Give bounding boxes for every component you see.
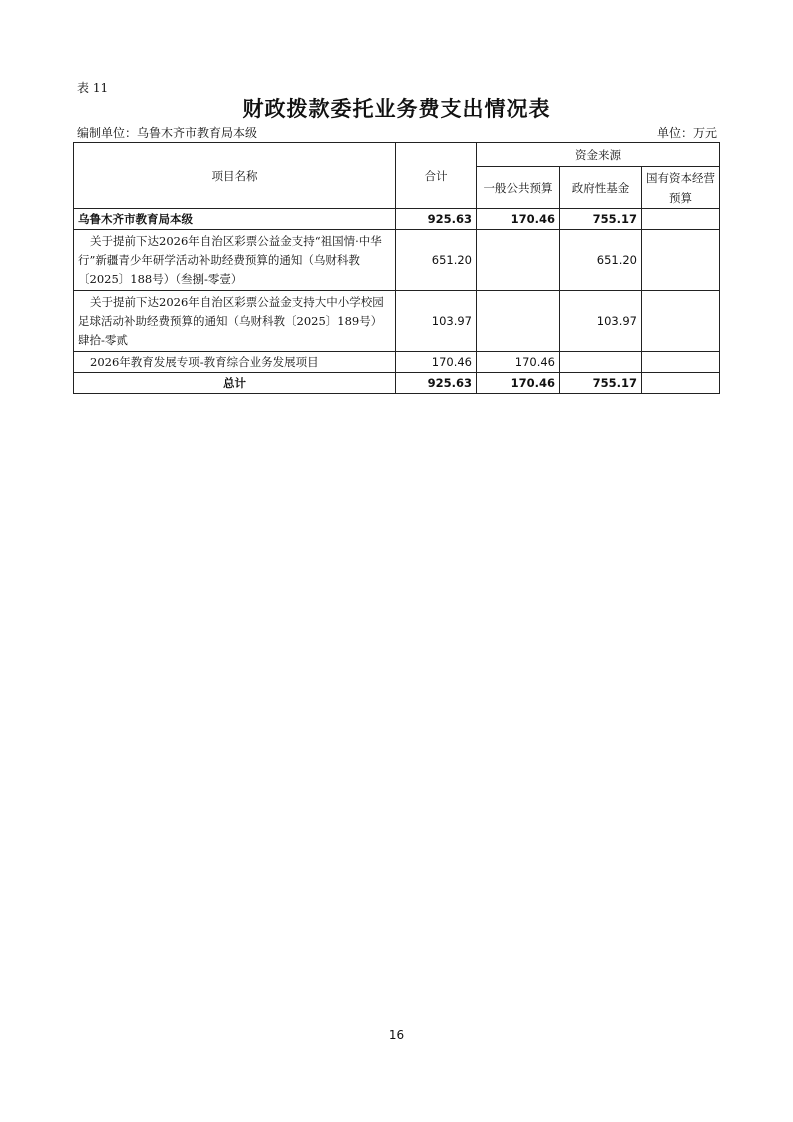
row-state-capital <box>642 291 720 352</box>
row-name: 关于提前下达2026年自治区彩票公益金支持“祖国情·中华行”新疆青少年研学活动补助经费预算的通知（乌财科教〔2025〕188号）（叁捌-零壹） <box>74 230 396 291</box>
row-general <box>477 230 560 291</box>
total-row <box>74 373 720 394</box>
row-total: 103.97 <box>396 291 477 352</box>
row-gov-fund: 651.20 <box>560 230 642 291</box>
table-row <box>74 209 720 230</box>
table-number: 表 11 <box>77 81 109 95</box>
table-row <box>74 230 720 291</box>
table-row <box>74 352 720 373</box>
header-gov-fund: 政府性基金 <box>560 167 642 209</box>
row-general <box>477 291 560 352</box>
row-total: 170.46 <box>396 352 477 373</box>
total-label: 总计 <box>74 373 396 394</box>
row-state-capital <box>642 230 720 291</box>
row-general: 170.46 <box>477 209 560 230</box>
row-state-capital <box>642 352 720 373</box>
total-general: 170.46 <box>477 373 560 394</box>
row-state-capital <box>642 209 720 230</box>
table-row <box>74 291 720 352</box>
row-name: 关于提前下达2026年自治区彩票公益金支持大中小学校园足球活动补助经费预算的通知（乌财科教〔2025〕189号）肆拾-零贰 <box>74 291 396 352</box>
currency-unit: 单位：万元 <box>656 126 717 140</box>
header-fund-source: 资金来源 <box>477 143 720 167</box>
expenditure-table <box>73 142 720 394</box>
row-name: 乌鲁木齐市教育局本级 <box>74 209 396 230</box>
total-state-capital <box>642 373 720 394</box>
header-general-budget: 一般公共预算 <box>477 167 560 209</box>
header-state-capital: 国有资本经营预算 <box>642 167 720 209</box>
total-amount: 925.63 <box>396 373 477 394</box>
total-gov-fund: 755.17 <box>560 373 642 394</box>
header-row <box>74 143 720 167</box>
row-total: 925.63 <box>396 209 477 230</box>
row-gov-fund: 755.17 <box>560 209 642 230</box>
page-title: 财政拨款委托业务费支出情况表 <box>242 96 551 121</box>
row-general: 170.46 <box>477 352 560 373</box>
header-total: 合计 <box>396 143 477 209</box>
compiler-unit: 编制单位：乌鲁木齐市教育局本级 <box>77 126 258 140</box>
page-number: 16 <box>388 1028 405 1042</box>
row-total: 651.20 <box>396 230 477 291</box>
header-project-name: 项目名称 <box>74 143 396 209</box>
row-gov-fund: 103.97 <box>560 291 642 352</box>
row-name: 2026年教育发展专项-教育综合业务发展项目 <box>74 352 396 373</box>
row-gov-fund <box>560 352 642 373</box>
